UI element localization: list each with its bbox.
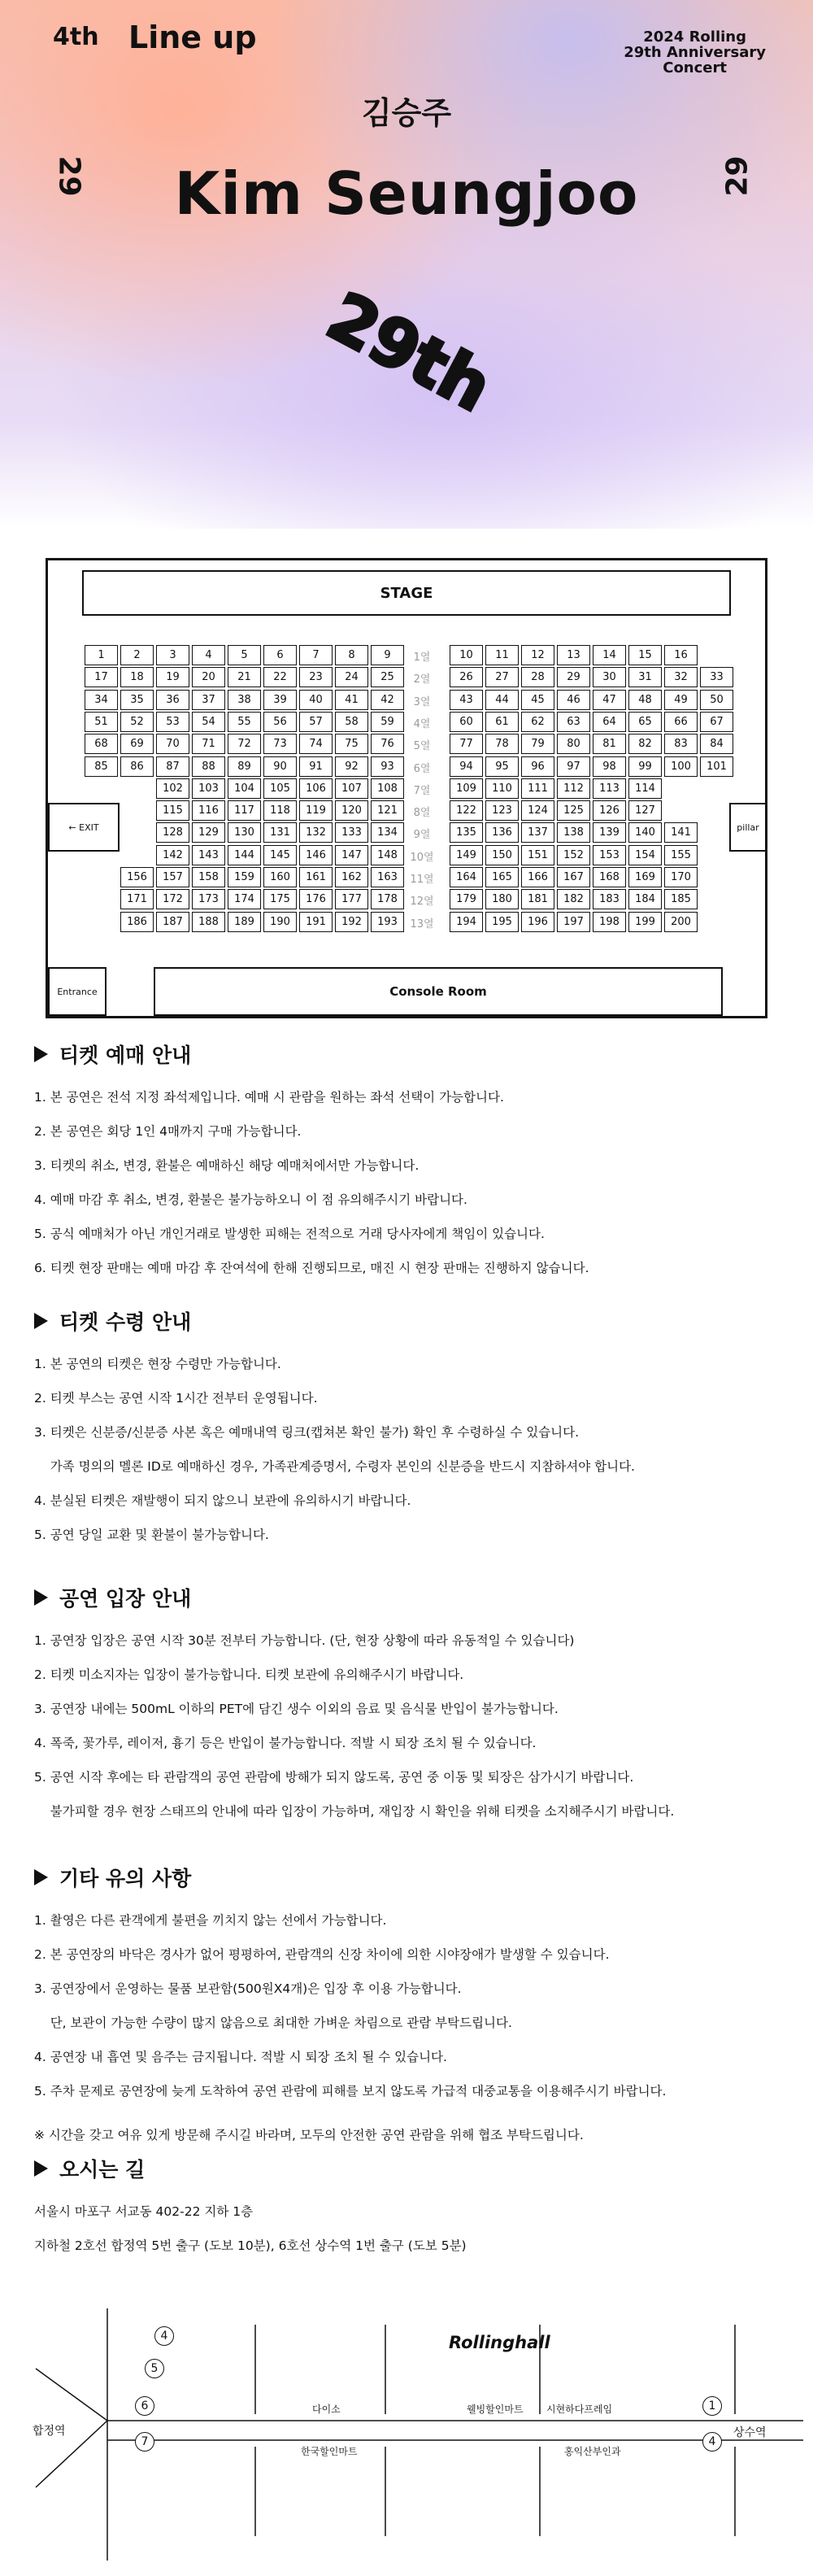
seat: 179 — [450, 889, 483, 909]
seat: 122 — [450, 800, 483, 821]
info-line: 1. 촬영은 다른 관객에게 불편을 끼치지 않는 선에서 가능합니다. — [34, 1913, 387, 1928]
seat: 37 — [192, 690, 225, 710]
seat: 89 — [228, 756, 261, 777]
seat: 48 — [628, 690, 662, 710]
section-title: 공연 입장 안내 — [59, 1587, 192, 1611]
row-label: 7열 — [413, 784, 431, 797]
row-label: 11열 — [410, 874, 434, 886]
seat: 185 — [664, 889, 698, 909]
seat: 181 — [521, 889, 554, 909]
seat: 82 — [628, 734, 662, 754]
exit-7-hapjeong: 7 — [135, 2432, 154, 2452]
seat: 131 — [263, 822, 297, 843]
seat: 160 — [263, 867, 297, 887]
seat: 46 — [557, 690, 590, 710]
seat: 43 — [450, 690, 483, 710]
section-heading — [34, 1583, 790, 1612]
seat: 197 — [557, 912, 590, 932]
seat: 182 — [557, 889, 590, 909]
seat: 45 — [521, 690, 554, 710]
seat: 81 — [593, 734, 626, 754]
seat: 106 — [299, 778, 333, 799]
seat: 17 — [85, 667, 118, 687]
seat: 165 — [485, 867, 519, 887]
seat: 77 — [450, 734, 483, 754]
seat: 56 — [263, 712, 297, 732]
info-line: 단, 보관이 가능한 수량이 많지 않음으로 최대한 가벼운 차림으로 관람 부탁드립니다. — [34, 2016, 512, 2030]
seat: 141 — [664, 822, 698, 843]
info-line: 1. 공연장 입장은 공연 시작 30분 전부터 가능합니다. (단, 현장 상황에 따라 유동적일 수 있습니다) — [34, 1633, 575, 1648]
seat: 19 — [156, 667, 189, 687]
seat: 109 — [450, 778, 483, 799]
sihyeon-frame-landmark: 시현하다프레임 — [546, 2404, 613, 2415]
hapjeong-station: 합정역 — [33, 2425, 66, 2438]
info-line: 5. 공식 예매처가 아닌 개인거래로 발생한 피해는 전적으로 거래 당사자에게 책임이 있습니다. — [34, 1227, 545, 1241]
seat: 156 — [120, 867, 154, 887]
seat: 27 — [485, 667, 519, 687]
seat: 198 — [593, 912, 626, 932]
row-label: 4열 — [413, 717, 431, 730]
seat: 69 — [120, 734, 154, 754]
triangle-bullet-icon — [34, 1313, 48, 1329]
seat: 7 — [299, 645, 333, 665]
seat: 195 — [485, 912, 519, 932]
seat: 57 — [299, 712, 333, 732]
seat: 100 — [664, 756, 698, 777]
side-mark-left: 29 — [52, 155, 86, 197]
info-line: 2. 티켓 미소지자는 입장이 불가능합니다. 티켓 보관에 유의해주시기 바랍니다. — [34, 1667, 464, 1682]
seat: 147 — [335, 845, 368, 865]
seat: 10 — [450, 645, 483, 665]
seat: 111 — [521, 778, 554, 799]
seat: 40 — [299, 690, 333, 710]
info-line: 1. 본 공연은 전석 지정 좌석제입니다. 예매 시 관람을 원하는 좌석 선택이 가능합니다. — [34, 1090, 504, 1105]
seat: 67 — [700, 712, 733, 732]
daiso-landmark: 다이소 — [312, 2404, 341, 2415]
seat: 23 — [299, 667, 333, 687]
seat: 61 — [485, 712, 519, 732]
poster-header — [0, 0, 813, 529]
seat: 163 — [371, 867, 404, 887]
wellbeing-mart-landmark: 웰빙할인마트 — [467, 2404, 524, 2415]
seat: 15 — [628, 645, 662, 665]
seat: 65 — [628, 712, 662, 732]
seat: 129 — [192, 822, 225, 843]
seat: 36 — [156, 690, 189, 710]
hankuk-mart-landmark: 한국할인마트 — [301, 2446, 358, 2457]
row-label: 9열 — [413, 829, 431, 842]
seat: 96 — [521, 756, 554, 777]
hongik-clinic-landmark: 홍익산부인과 — [564, 2446, 621, 2457]
seat: 161 — [299, 867, 333, 887]
seat: 85 — [85, 756, 118, 777]
seat: 33 — [700, 667, 733, 687]
seat: 159 — [228, 867, 261, 887]
seat: 193 — [371, 912, 404, 932]
console-room: Console Room — [154, 967, 723, 1016]
exit-4-hapjeong: 4 — [154, 2326, 174, 2346]
seat: 34 — [85, 690, 118, 710]
seat: 68 — [85, 734, 118, 754]
seat: 93 — [371, 756, 404, 777]
seat: 183 — [593, 889, 626, 909]
seat: 18 — [120, 667, 154, 687]
seat: 72 — [228, 734, 261, 754]
seat: 42 — [371, 690, 404, 710]
seat: 167 — [557, 867, 590, 887]
seat: 135 — [450, 822, 483, 843]
seat: 125 — [557, 800, 590, 821]
seat: 123 — [485, 800, 519, 821]
seat: 8 — [335, 645, 368, 665]
exit-1-sangsu: 1 — [702, 2396, 722, 2416]
seat: 87 — [156, 756, 189, 777]
seat: 137 — [521, 822, 554, 843]
seat: 116 — [192, 800, 225, 821]
seat: 190 — [263, 912, 297, 932]
seat: 101 — [700, 756, 733, 777]
seat: 63 — [557, 712, 590, 732]
seat: 126 — [593, 800, 626, 821]
seat: 75 — [335, 734, 368, 754]
seat: 170 — [664, 867, 698, 887]
seat: 66 — [664, 712, 698, 732]
seat: 97 — [557, 756, 590, 777]
seat: 95 — [485, 756, 519, 777]
seat: 169 — [628, 867, 662, 887]
seat: 177 — [335, 889, 368, 909]
section-title: 티켓 수령 안내 — [59, 1310, 192, 1334]
seat: 59 — [371, 712, 404, 732]
seating-chart — [46, 558, 767, 1018]
anniversary-logo-text: 29th — [315, 277, 504, 428]
seat: 176 — [299, 889, 333, 909]
seat: 35 — [120, 690, 154, 710]
seat: 103 — [192, 778, 225, 799]
seat: 31 — [628, 667, 662, 687]
seat: 112 — [557, 778, 590, 799]
seat: 132 — [299, 822, 333, 843]
info-section — [34, 1583, 790, 1828]
info-line: 가족 명의의 멜론 ID로 예매하신 경우, 가족관계증명서, 수령자 본인의 신분증을 반드시 지참하셔야 합니다. — [34, 1459, 635, 1474]
notice-line: ※ 시간을 갖고 여유 있게 방문해 주시길 바라며, 모두의 안전한 공연 관람을 위해 협조 부탁드립니다. — [34, 2128, 584, 2142]
seat: 73 — [263, 734, 297, 754]
seat: 124 — [521, 800, 554, 821]
seat: 88 — [192, 756, 225, 777]
info-line: 불가피할 경우 현장 스태프의 안내에 따라 입장이 가능하며, 재입장 시 확인을 위해 티켓을 소지해주시기 바랍니다. — [34, 1804, 675, 1819]
seat: 55 — [228, 712, 261, 732]
seat: 25 — [371, 667, 404, 687]
event-title-line3: Concert — [663, 59, 727, 76]
seat: 171 — [120, 889, 154, 909]
info-line: 3. 공연장에서 운영하는 물품 보관함(500원X4개)은 입장 후 이용 가능합니다. — [34, 1981, 462, 1996]
seat: 117 — [228, 800, 261, 821]
info-line: 3. 티켓은 신분증/신분증 사본 혹은 예매내역 링크(캡쳐본 확인 불가) 확인 후 수령하실 수 있습니다. — [34, 1425, 580, 1440]
seat: 78 — [485, 734, 519, 754]
seat: 191 — [299, 912, 333, 932]
seat: 84 — [700, 734, 733, 754]
seat: 118 — [263, 800, 297, 821]
seat: 115 — [156, 800, 189, 821]
pillar: pillar — [729, 803, 767, 852]
seat: 127 — [628, 800, 662, 821]
side-mark-right: 29 — [720, 155, 754, 197]
seat: 162 — [335, 867, 368, 887]
seat: 110 — [485, 778, 519, 799]
seat: 38 — [228, 690, 261, 710]
seat: 47 — [593, 690, 626, 710]
row-label: 13열 — [410, 918, 434, 931]
info-line: 2. 본 공연은 회당 1인 4매까지 구매 가능합니다. — [34, 1124, 302, 1139]
seat: 175 — [263, 889, 297, 909]
event-title — [624, 29, 766, 76]
seat: 200 — [664, 912, 698, 932]
seat: 186 — [120, 912, 154, 932]
seat: 143 — [192, 845, 225, 865]
seat: 108 — [371, 778, 404, 799]
section-title: 기타 유의 사항 — [59, 1867, 192, 1890]
artist-name-en: Kim Seungjoo — [174, 159, 639, 228]
seat: 166 — [521, 867, 554, 887]
seat: 157 — [156, 867, 189, 887]
section-title: 티켓 예매 안내 — [59, 1044, 192, 1067]
row-label: 3열 — [413, 695, 431, 708]
seat: 3 — [156, 645, 189, 665]
info-line: 3. 티켓의 취소, 변경, 환불은 예매하신 해당 예매처에서만 가능합니다. — [34, 1158, 420, 1173]
seat: 44 — [485, 690, 519, 710]
info-line: 2. 티켓 부스는 공연 시작 1시간 전부터 운영됩니다. — [34, 1391, 318, 1406]
seat: 107 — [335, 778, 368, 799]
seat: 104 — [228, 778, 261, 799]
seat: 22 — [263, 667, 297, 687]
info-line: 3. 공연장 내에는 500mL 이하의 PET에 담긴 생수 이외의 음료 및 음식물 반입이 불가능합니다. — [34, 1702, 559, 1716]
info-line: 1. 본 공연의 티켓은 현장 수령만 가능합니다. — [34, 1357, 281, 1371]
seat: 4 — [192, 645, 225, 665]
seat: 172 — [156, 889, 189, 909]
seat: 50 — [700, 690, 733, 710]
seat: 83 — [664, 734, 698, 754]
seat: 86 — [120, 756, 154, 777]
seat: 74 — [299, 734, 333, 754]
info-section — [34, 1863, 790, 2152]
info-line: 5. 공연 당일 교환 및 환불이 불가능합니다. — [34, 1528, 269, 1542]
seat: 184 — [628, 889, 662, 909]
info-line: 2. 본 공연장의 바닥은 경사가 없어 평평하여, 관람객의 신장 차이에 의한 시야장애가 발생할 수 있습니다. — [34, 1947, 610, 1962]
info-line: 서울시 마포구 서교동 402-22 지하 1층 — [34, 2204, 254, 2219]
seat: 80 — [557, 734, 590, 754]
section-heading — [34, 1040, 790, 1069]
directions-map — [33, 2308, 803, 2561]
seat: 174 — [228, 889, 261, 909]
seat: 102 — [156, 778, 189, 799]
anniversary-logo — [315, 277, 504, 431]
seat: 154 — [628, 845, 662, 865]
seat: 114 — [628, 778, 662, 799]
row-label: 1열 — [413, 652, 431, 664]
seat: 113 — [593, 778, 626, 799]
seat: 51 — [85, 712, 118, 732]
seat: 189 — [228, 912, 261, 932]
seat: 11 — [485, 645, 519, 665]
seat: 41 — [335, 690, 368, 710]
info-section — [34, 1306, 790, 1552]
triangle-bullet-icon — [34, 1046, 48, 1062]
exit-sign: ← EXIT — [48, 803, 120, 852]
seat: 49 — [664, 690, 698, 710]
seat: 54 — [192, 712, 225, 732]
seat: 90 — [263, 756, 297, 777]
seat: 71 — [192, 734, 225, 754]
seat: 155 — [664, 845, 698, 865]
seat: 6 — [263, 645, 297, 665]
seat: 52 — [120, 712, 154, 732]
triangle-bullet-icon — [34, 2160, 48, 2177]
event-title-line1: 2024 Rolling — [643, 28, 747, 46]
row-label: 5열 — [413, 740, 431, 753]
seat: 32 — [664, 667, 698, 687]
triangle-bullet-icon — [34, 1869, 48, 1885]
exit-4-sangsu: 4 — [702, 2432, 722, 2452]
seat: 29 — [557, 667, 590, 687]
seat: 12 — [521, 645, 554, 665]
seat: 9 — [371, 645, 404, 665]
seat: 120 — [335, 800, 368, 821]
seat: 149 — [450, 845, 483, 865]
info-section — [34, 1040, 790, 1285]
seat: 98 — [593, 756, 626, 777]
seat: 91 — [299, 756, 333, 777]
seat: 192 — [335, 912, 368, 932]
seat: 53 — [156, 712, 189, 732]
seat: 24 — [335, 667, 368, 687]
seat: 121 — [371, 800, 404, 821]
stage: STAGE — [82, 570, 731, 616]
seat: 58 — [335, 712, 368, 732]
seat: 119 — [299, 800, 333, 821]
seat: 30 — [593, 667, 626, 687]
info-line: 지하철 2호선 합정역 5번 출구 (도보 10분), 6호선 상수역 1번 출구 (도보 5분) — [34, 2238, 467, 2253]
seat: 194 — [450, 912, 483, 932]
section-heading — [34, 1863, 790, 1892]
seat: 187 — [156, 912, 189, 932]
seat: 94 — [450, 756, 483, 777]
seat: 79 — [521, 734, 554, 754]
row-label: 10열 — [410, 851, 434, 864]
seat: 21 — [228, 667, 261, 687]
seat: 5 — [228, 645, 261, 665]
seat: 148 — [371, 845, 404, 865]
seat: 128 — [156, 822, 189, 843]
seat: 70 — [156, 734, 189, 754]
seat: 178 — [371, 889, 404, 909]
artist-name-kr: 김승주 — [361, 95, 452, 131]
info-line: 5. 주차 문제로 공연장에 늦게 도착하여 공연 관람에 피해를 보지 않도록 가급적 대중교통을 이용해주시기 바랍니다. — [34, 2084, 667, 2099]
seat: 134 — [371, 822, 404, 843]
exit-5-hapjeong: 5 — [145, 2359, 164, 2378]
section-heading — [34, 1306, 790, 1336]
seat: 62 — [521, 712, 554, 732]
seat: 180 — [485, 889, 519, 909]
seat: 105 — [263, 778, 297, 799]
info-line: 6. 티켓 현장 판매는 예매 마감 후 잔여석에 한해 진행되므로, 매진 시 현장 판매는 진행하지 않습니다. — [34, 1261, 589, 1275]
section-heading — [34, 2154, 790, 2183]
triangle-bullet-icon — [34, 1589, 48, 1606]
seat: 140 — [628, 822, 662, 843]
info-line: 4. 폭죽, 꽃가루, 레이저, 흉기 등은 반입이 불가능합니다. 적발 시 퇴장 조치 될 수 있습니다. — [34, 1736, 537, 1750]
edition-label: 4th — [53, 23, 99, 51]
seat: 28 — [521, 667, 554, 687]
seat: 158 — [192, 867, 225, 887]
seat: 199 — [628, 912, 662, 932]
entrance: Entrance — [48, 967, 107, 1016]
row-label: 6열 — [413, 762, 431, 775]
info-line: 5. 공연 시작 후에는 타 관람객의 공연 관람에 방해가 되지 않도록, 공연 중 이동 및 퇴장은 삼가시기 바랍니다. — [34, 1770, 634, 1785]
seat: 92 — [335, 756, 368, 777]
seat: 168 — [593, 867, 626, 887]
seat: 20 — [192, 667, 225, 687]
seat: 151 — [521, 845, 554, 865]
seat: 150 — [485, 845, 519, 865]
seat: 153 — [593, 845, 626, 865]
seat: 76 — [371, 734, 404, 754]
seat: 144 — [228, 845, 261, 865]
seat: 13 — [557, 645, 590, 665]
section-title: 오시는 길 — [59, 2158, 146, 2182]
seat: 142 — [156, 845, 189, 865]
seat: 136 — [485, 822, 519, 843]
seat: 173 — [192, 889, 225, 909]
seat: 138 — [557, 822, 590, 843]
seat: 196 — [521, 912, 554, 932]
info-section — [34, 2154, 790, 2263]
seat: 2 — [120, 645, 154, 665]
seat: 188 — [192, 912, 225, 932]
rollinghall-venue: Rollinghall — [449, 2333, 550, 2352]
seat: 60 — [450, 712, 483, 732]
row-label: 8열 — [413, 807, 431, 820]
seat: 130 — [228, 822, 261, 843]
seat: 14 — [593, 645, 626, 665]
row-label: 12열 — [410, 896, 434, 909]
info-line: 4. 분실된 티켓은 재발행이 되지 않으니 보관에 유의하시기 바랍니다. — [34, 1493, 411, 1508]
exit-6-hapjeong: 6 — [135, 2396, 154, 2416]
seat: 16 — [664, 645, 698, 665]
info-line: 4. 공연장 내 흡연 및 음주는 금지됩니다. 적발 시 퇴장 조치 될 수 있습니다. — [34, 2050, 447, 2064]
seat: 39 — [263, 690, 297, 710]
event-title-line2: 29th Anniversary — [624, 44, 766, 61]
seat: 99 — [628, 756, 662, 777]
lineup-title: Line up — [128, 20, 257, 55]
seat: 152 — [557, 845, 590, 865]
seat: 64 — [593, 712, 626, 732]
seat: 146 — [299, 845, 333, 865]
seat: 145 — [263, 845, 297, 865]
sangsu-station: 상수역 — [733, 2426, 767, 2439]
seat: 26 — [450, 667, 483, 687]
info-line: 4. 예매 마감 후 취소, 변경, 환불은 불가능하오니 이 점 유의해주시기 바랍니다. — [34, 1192, 467, 1207]
seat: 1 — [85, 645, 118, 665]
row-label: 2열 — [413, 673, 431, 686]
seat: 164 — [450, 867, 483, 887]
seat: 139 — [593, 822, 626, 843]
seat: 133 — [335, 822, 368, 843]
